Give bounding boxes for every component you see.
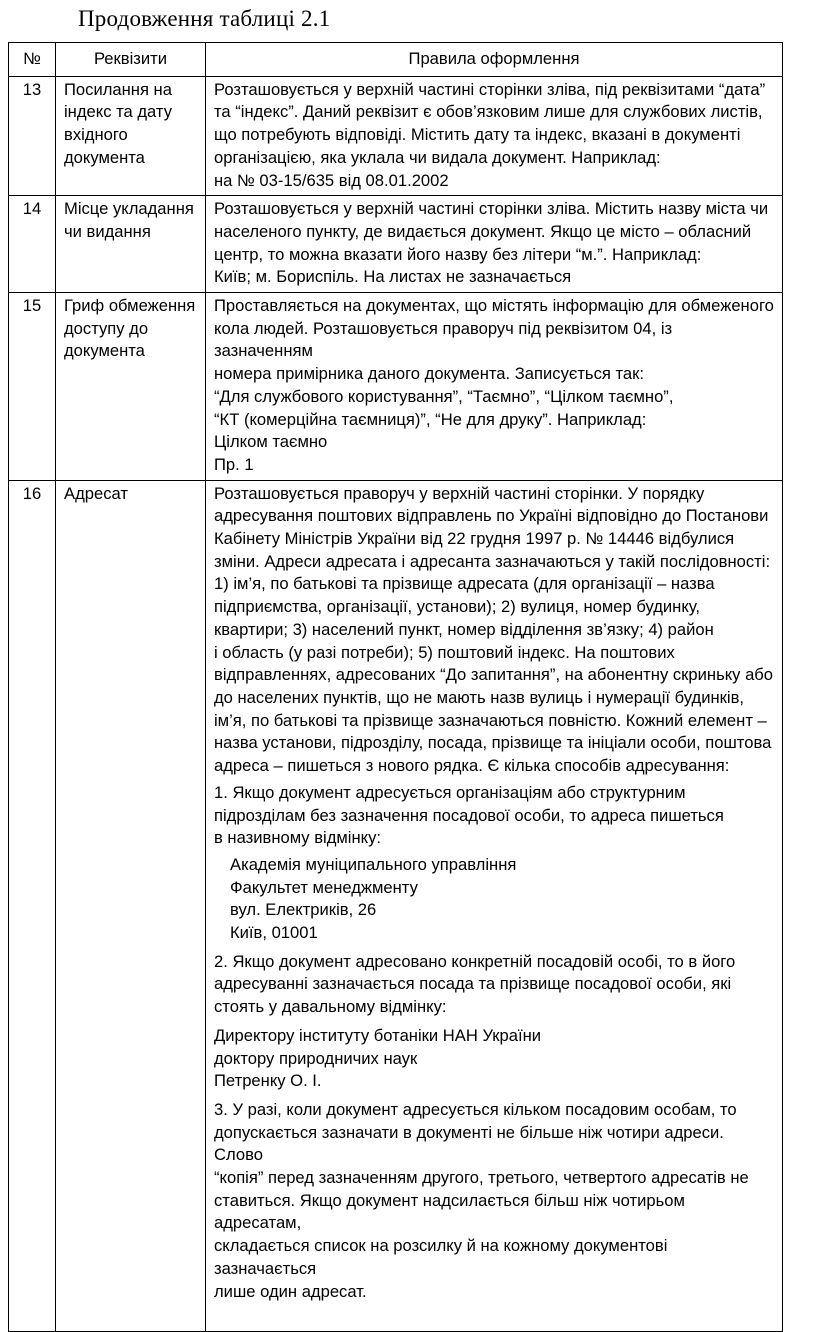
case-line: 2. Якщо документ адресовано конкретній посадовій особі, то в його xyxy=(214,951,736,971)
rule-line: “КТ (комерційна таємниця)”, “Не для друку”. Наприклад: xyxy=(214,409,647,429)
rule-line: Розташовується у верхній частині сторінки зліва. Містить назву міста чи xyxy=(214,199,769,219)
requisite-name: Посилання на індекс та дату вхідного документа xyxy=(56,76,206,196)
rule-line: квартири; 3) населений пункт, номер відділення зв’язку; 4) район xyxy=(214,619,714,639)
rule-line: підприємства, організації, установи); 2) вулиця, номер будинку, xyxy=(214,597,701,617)
case-line: складається список на розсилку й на кожному документові зазначається xyxy=(214,1236,668,1278)
row-number: 14 xyxy=(9,196,56,293)
rule-line: та “індекс”. Даний реквізит є обов’язковим лише для службових листів, xyxy=(214,102,763,122)
table-row xyxy=(9,76,783,196)
header-rules: Правила оформлення xyxy=(206,43,783,77)
header-num: № xyxy=(9,43,56,77)
rule-line: Кабінету Міністрів України від 22 грудня 1997 р. № 14446 відбулися xyxy=(214,529,735,549)
address-line: Петренку О. І. xyxy=(214,1071,322,1091)
rules-cell xyxy=(206,196,783,293)
address-line: Київ, 01001 xyxy=(230,923,318,943)
rules-cell xyxy=(206,480,783,1332)
header-requisite: Реквізити xyxy=(56,43,206,77)
case-line: “копія” перед зазначенням другого, третього, четвертого адресатів не xyxy=(214,1168,749,1188)
rule-line: номера примірника даного документа. Записується так: xyxy=(214,364,644,384)
rule-line: і область (у разі потреби); 5) поштовий індекс. На поштових xyxy=(214,642,675,662)
rule-line: назва установи, підрозділу, посада, прізвище та ініціали особи, поштова xyxy=(214,733,772,753)
row-number: 13 xyxy=(9,76,56,196)
requisite-name: Місце укладання чи видання xyxy=(56,196,206,293)
rule-line: організацією, яка уклала чи видала документ. Наприклад: xyxy=(214,147,661,167)
case-line: адресуванні зазначається посада та прізвище посадової особи, які xyxy=(214,974,732,994)
case-line: в називному відмінку: xyxy=(214,828,382,848)
rule-line: “Для службового користування”, “Таємно”, “Цілком таємно”, xyxy=(214,386,674,406)
rule-line: що потребують відповіді. Містить дату та індекс, вказані в документі xyxy=(214,125,741,145)
case-line: стоять у давальному відмінку: xyxy=(214,997,447,1017)
rule-line: 1) ім’я, по батькові та прізвище адресата (для організації – назва xyxy=(214,574,715,594)
address-line: Академія муніципального управління xyxy=(230,854,517,874)
table-row xyxy=(9,480,783,1332)
requisite-name: Адресат xyxy=(56,480,206,1332)
rule-line: населеного пункту, де видається документ. Якщо це місто – обласний xyxy=(214,221,752,241)
rule-line: Розташовується праворуч у верхній частині сторінки. У порядку xyxy=(214,483,705,503)
row-number: 15 xyxy=(9,293,56,481)
rule-line: адреса – пишеться з нового рядка. Є кілька способів адресування: xyxy=(214,756,730,776)
address-line: вул. Електриків, 26 xyxy=(230,900,377,920)
rule-line: Пр. 1 xyxy=(214,454,254,474)
rule-line: Розташовується у верхній частині сторінки зліва, під реквізитами “дата” xyxy=(214,79,766,99)
address-line: Директору інституту ботаніки НАН України xyxy=(214,1025,541,1045)
rule-line: Цілком таємно xyxy=(214,432,328,452)
rules-cell xyxy=(206,293,783,481)
case-line: допускається зазначати в документі не більше ніж чотири адреси. Слово xyxy=(214,1122,724,1165)
table-row xyxy=(9,196,783,293)
rule-line: відправленнях, адресованих “До запитання”, на абонентну скриньку або xyxy=(214,665,774,685)
table-row xyxy=(9,293,783,481)
rule-line: на № 03-15/635 від 08.01.2002 xyxy=(214,170,449,190)
rule-line: адресування поштових відправлень по Україні відповідно до Постанови xyxy=(214,506,769,526)
rule-line: до населених пунктів, що не мають назв вулиць і нумерації будинків, xyxy=(214,687,745,707)
address-line: доктору природничих наук xyxy=(214,1048,418,1068)
rule-line: зміни. Адреси адресата і адресанта зазначаються у такій послідовності: xyxy=(214,551,771,571)
requisites-table xyxy=(8,42,783,1332)
rule-line: центр, то можна вказати його назву без літери “м.”. Наприклад: xyxy=(214,244,702,264)
rule-line: кола людей. Розташовується праворуч під реквізитом 04, із зазначенням xyxy=(214,318,673,361)
case-line: 1. Якщо документ адресується організаціям або структурним xyxy=(214,782,686,802)
table-caption: Продовження таблиці 2.1 xyxy=(78,6,331,31)
rules-cell xyxy=(206,76,783,196)
row-number: 16 xyxy=(9,480,56,1332)
rule-line: Київ; м. Бориспіль. На листах не зазначається xyxy=(214,267,572,287)
address-line: Факультет менеджменту xyxy=(230,877,418,897)
table-header-row xyxy=(9,43,783,77)
case-line: 3. У разі, коли документ адресується кільком посадовим особам, то xyxy=(214,1099,737,1119)
rule-line: ім’я, по батькові та прізвище зазначаються повністю. Кожний елемент – xyxy=(214,710,767,730)
case-line: лише один адресат. xyxy=(214,1281,367,1301)
case-line: ставиться. Якщо документ надсилається більш ніж чотирьом адресатам, xyxy=(214,1190,685,1233)
rule-line: Проставляється на документах, що містять інформацію для обмеженого xyxy=(214,296,774,316)
case-line: підрозділам без зазначення посадової особи, то адреса пишеться xyxy=(214,805,724,825)
requisite-name: Гриф обмеження доступу до документа xyxy=(56,293,206,481)
